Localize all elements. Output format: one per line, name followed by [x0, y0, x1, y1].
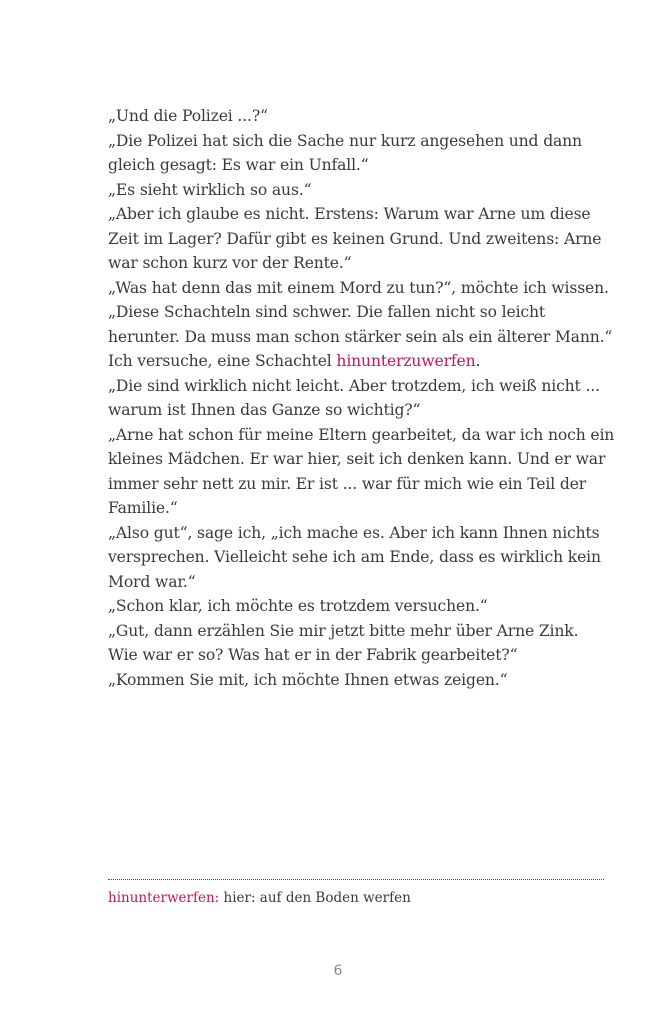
footnote-term: hinunterwerfen:	[108, 890, 220, 906]
text-line: „Aber ich glaube es nicht. Erstens: Warum war Arne um diese	[108, 205, 591, 223]
text-line: kleines Mädchen. Er war hier, seit ich denken kann. Und er war	[108, 450, 606, 468]
footnote	[108, 888, 411, 908]
text-segment: Ich versuche, eine Schachtel	[108, 352, 337, 370]
page-number: 6	[333, 963, 343, 979]
body-text	[108, 104, 615, 692]
text-line: Familie.“	[108, 499, 178, 517]
text-segment: .	[475, 352, 481, 370]
text-line: „Die Polizei hat sich die Sache nur kurz angesehen und dann	[108, 131, 582, 150]
text-line: „Die sind wirklich nicht leicht. Aber trotzdem, ich weiß nicht ...	[108, 376, 600, 395]
text-line: „Also gut“, sage ich, „ich mache es. Aber ich kann Ihnen nichts	[108, 523, 600, 542]
text-line: herunter. Da muss man schon stärker sein als ein älterer Mann.“	[108, 327, 613, 346]
text-line: „Und die Polizei ...?“	[108, 107, 268, 125]
text-line: „Arne hat schon für meine Eltern gearbeitet, da war ich noch ein	[108, 425, 615, 444]
text-line: Wie war er so? Was hat er in der Fabrik gearbeitet?“	[108, 646, 518, 664]
footnote-definition: hier: auf den Boden werfen	[219, 890, 411, 906]
text-line: „Gut, dann erzählen Sie mir jetzt bitte mehr über Arne Zink.	[108, 621, 579, 640]
text-line: „Kommen Sie mit, ich möchte Ihnen etwas zeigen.“	[108, 670, 508, 689]
text-line: Mord war.“	[108, 572, 196, 591]
text-line-with-glossary-term	[108, 349, 608, 374]
text-line: „Es sieht wirklich so aus.“	[108, 180, 312, 199]
text-line: „Diese Schachteln sind schwer. Die fallen nicht so leicht	[108, 303, 545, 321]
footnote-divider	[108, 879, 604, 880]
text-line: gleich gesagt: Es war ein Unfall.“	[108, 156, 369, 174]
text-line: „Was hat denn das mit einem Mord zu tun?“, möchte ich wissen.	[108, 278, 609, 297]
glossary-term-link[interactable]: hinunterzuwerfen	[336, 352, 476, 370]
text-line: „Schon klar, ich möchte es trotzdem versuchen.“	[108, 597, 488, 615]
text-line: Zeit im Lager? Dafür gibt es keinen Grund. Und zweitens: Arne	[108, 229, 602, 248]
text-line: immer sehr nett zu mir. Er ist ... war für mich wie ein Teil der	[108, 474, 587, 493]
text-line: warum ist Ihnen das Ganze so wichtig?“	[108, 401, 421, 419]
text-line: versprechen. Vielleicht sehe ich am Ende, dass es wirklich kein	[108, 548, 601, 566]
text-line: war schon kurz vor der Rente.“	[108, 254, 352, 272]
